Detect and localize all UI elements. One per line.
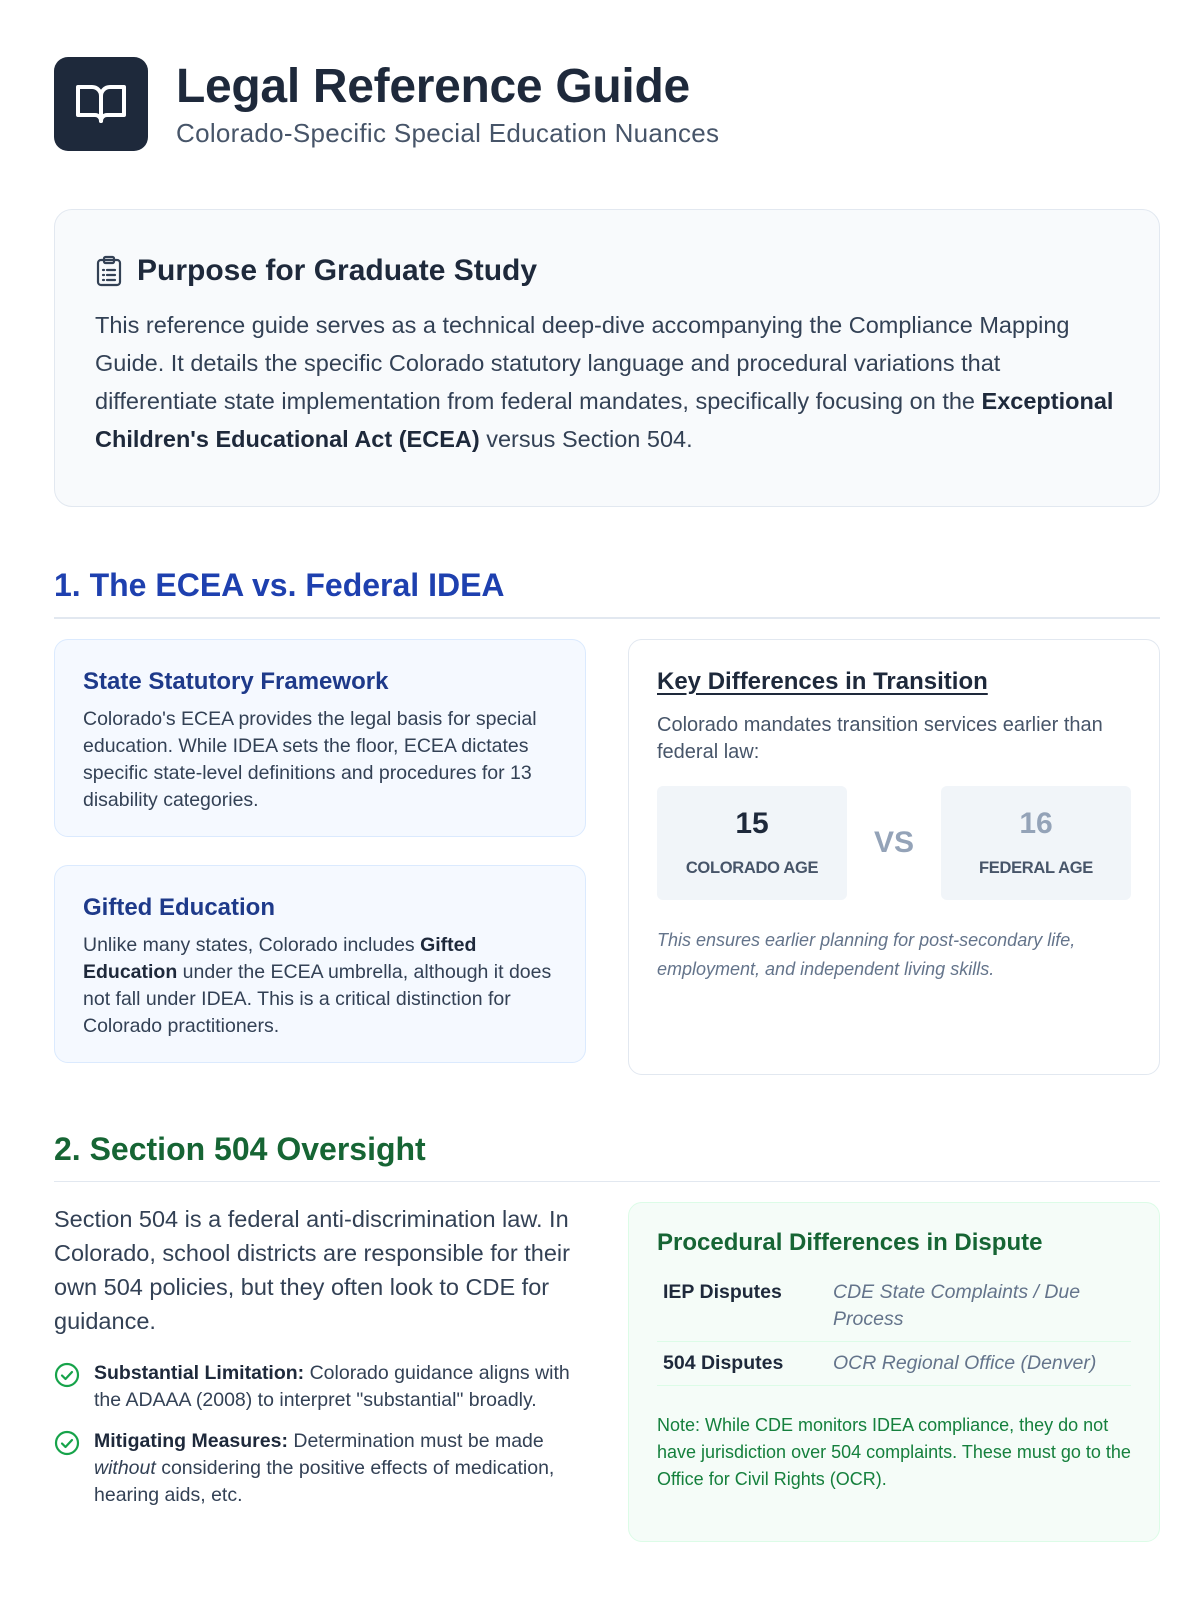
header bbox=[54, 56, 1160, 152]
transition-note: This ensures earlier planning for post-secondary life, employment, and independent living skills. bbox=[657, 929, 1076, 979]
colorado-age-label: COLORADO AGE bbox=[685, 859, 819, 877]
vs-label: VS bbox=[873, 825, 915, 859]
ecea-emphasis: Exceptional Children's Educational Act (ECEA) bbox=[95, 388, 1114, 452]
colorado-age-box bbox=[657, 786, 847, 900]
check-item-text bbox=[94, 1428, 586, 1509]
section-1-row bbox=[54, 639, 1160, 1075]
check-item-body: Determination must be made bbox=[287, 1430, 544, 1452]
dispute-key: IEP Disputes bbox=[657, 1271, 827, 1342]
federal-age-box bbox=[941, 786, 1131, 900]
check-item-body: Colorado guidance aligns with the ADAAA (2008) to interpret "substantial" broadly. bbox=[94, 1362, 570, 1411]
section-2-lead: Section 504 is a federal anti-discrimination law. In Colorado, school districts are responsible for their own 504 policies, but they often look to CDE for guidance. bbox=[54, 1206, 570, 1334]
table-row bbox=[657, 1342, 1131, 1386]
section-1-title: 1. The ECEA vs. Federal IDEA bbox=[54, 567, 505, 603]
gifted-emphasis: Gifted Education bbox=[83, 933, 477, 983]
purpose-text-part: This reference guide serves as a technical deep-dive accompanying the Compliance Mapping Guide. It details the specific Colorado statutory language and procedural variations that differentiate state implementation from federal mandates, specifically focusing on the bbox=[95, 312, 1070, 414]
section-divider bbox=[54, 1181, 1160, 1183]
dispute-note: Note: While CDE monitors IDEA compliance, they do not have jurisdiction over 504 complaints. These must go to the Office for Civil Rights (OCR). bbox=[657, 1415, 1131, 1489]
gifted-text bbox=[83, 932, 557, 1040]
logo bbox=[54, 57, 148, 151]
header-text bbox=[176, 60, 719, 149]
federal-age: 16 bbox=[1019, 807, 1053, 840]
clipboard-icon bbox=[95, 255, 123, 287]
dispute-card bbox=[628, 1202, 1160, 1542]
check-circle-icon bbox=[54, 1362, 80, 1388]
open-book-icon bbox=[74, 81, 128, 127]
section-2-left-column bbox=[54, 1202, 586, 1542]
section-2-row bbox=[54, 1202, 1160, 1542]
framework-card bbox=[54, 639, 586, 837]
purpose-card bbox=[54, 209, 1160, 507]
federal-age-label: FEDERAL AGE bbox=[978, 859, 1094, 877]
gifted-text-end: under the ECEA umbrella, although it does not fall under IDEA. This is a critical distinction for Colorado practitioners. bbox=[83, 960, 552, 1037]
section-1-left-column bbox=[54, 639, 586, 1075]
dispute-title: Procedural Differences in Dispute bbox=[657, 1229, 1043, 1256]
transition-card bbox=[628, 639, 1160, 1075]
page-subtitle: Colorado-Specific Special Education Nuances bbox=[176, 117, 720, 148]
framework-text: Colorado's ECEA provides the legal basis for special education. While IDEA sets the floor, ECEA dictates specific state-level definitions and procedures for 13 disability categories. bbox=[83, 707, 537, 811]
gifted-title: Gifted Education bbox=[83, 893, 275, 921]
page bbox=[54, 56, 1160, 1542]
purpose-text-end: versus Section 504. bbox=[479, 426, 693, 452]
age-comparison bbox=[657, 786, 1131, 900]
dispute-key: 504 Disputes bbox=[657, 1342, 827, 1386]
check-item bbox=[54, 1428, 586, 1509]
purpose-header bbox=[95, 254, 1119, 288]
transition-title: Key Differences in Transition bbox=[657, 667, 988, 695]
check-item bbox=[54, 1360, 586, 1414]
page-title: Legal Reference Guide bbox=[176, 59, 690, 113]
check-item-label: Mitigating Measures: bbox=[94, 1430, 288, 1452]
check-item-text bbox=[94, 1360, 586, 1414]
section-2-title: 2. Section 504 Oversight bbox=[54, 1130, 426, 1167]
gifted-card bbox=[54, 865, 586, 1063]
framework-title: State Statutory Framework bbox=[83, 667, 389, 695]
table-row bbox=[657, 1271, 1131, 1342]
dispute-value: OCR Regional Office (Denver) bbox=[827, 1342, 1131, 1386]
gifted-text-part: Unlike many states, Colorado includes bbox=[83, 933, 421, 956]
section-divider bbox=[54, 617, 1160, 619]
check-circle-icon bbox=[54, 1430, 80, 1456]
purpose-text bbox=[95, 306, 1119, 458]
dispute-value: CDE State Complaints / Due Process bbox=[827, 1271, 1131, 1342]
dispute-table bbox=[657, 1271, 1131, 1386]
check-item-emphasis: without bbox=[94, 1457, 156, 1479]
check-item-body-end: considering the positive effects of medication, hearing aids, etc. bbox=[94, 1457, 555, 1506]
transition-intro: Colorado mandates transition services earlier than federal law: bbox=[657, 713, 1103, 763]
colorado-age: 15 bbox=[735, 807, 769, 840]
purpose-title: Purpose for Graduate Study bbox=[137, 254, 538, 287]
check-item-label: Substantial Limitation: bbox=[94, 1362, 305, 1384]
